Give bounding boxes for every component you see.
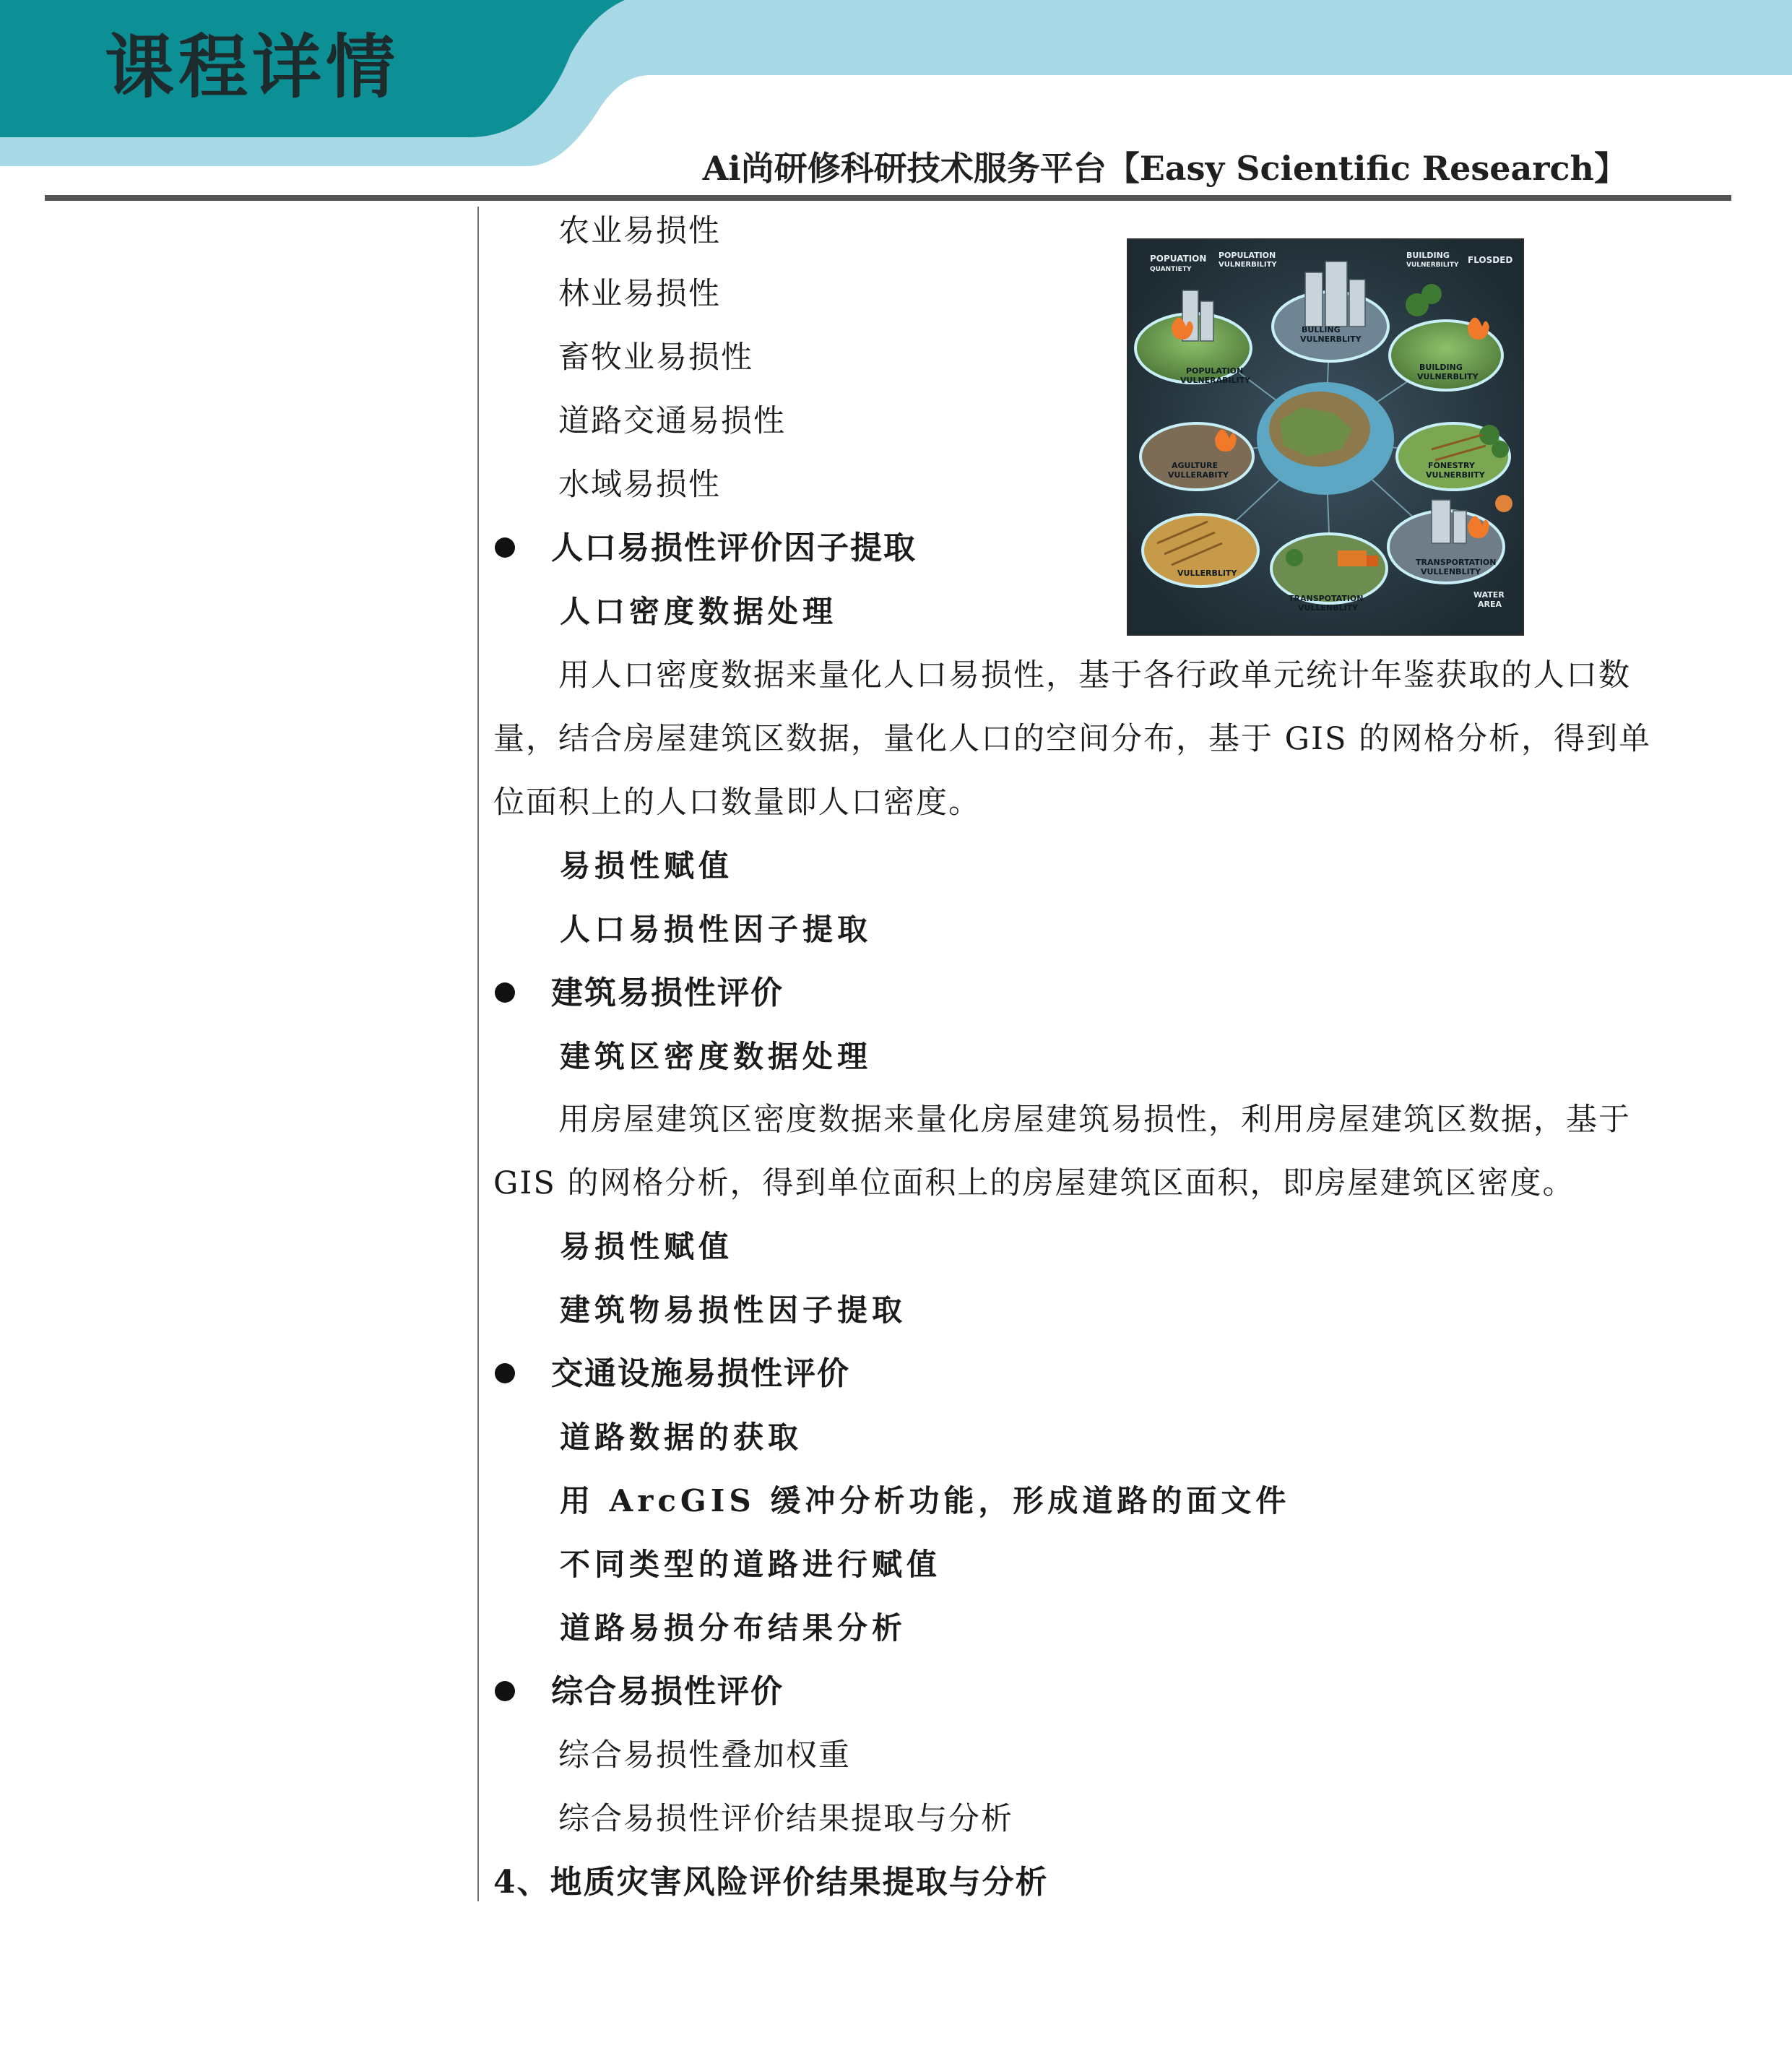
illustration-label: FONESTRY bbox=[1428, 461, 1475, 470]
illustration-label: VULLERABITY bbox=[1168, 470, 1229, 480]
list-item: 综合易损性叠加权重 bbox=[558, 1737, 851, 1773]
section-heading-overall: 综合易损性评价 bbox=[551, 1673, 784, 1710]
list-item: 林业易损性 bbox=[558, 276, 721, 312]
bullet-icon bbox=[495, 1681, 515, 1701]
paragraph-line: 位面积上的人口数量即人口密度。 bbox=[493, 785, 981, 821]
header-divider bbox=[45, 195, 1731, 201]
section-heading-population: 人口易损性评价因子提取 bbox=[551, 530, 917, 566]
illustration-label: VULNERABILITY bbox=[1180, 376, 1251, 385]
list-item: 综合易损性评价结果提取与分析 bbox=[558, 1801, 1013, 1837]
subheading: 不同类型的道路进行赋值 bbox=[560, 1547, 942, 1582]
subheading: 用 ArcGIS 缓冲分析功能，形成道路的面文件 bbox=[560, 1483, 1291, 1518]
list-item: 道路交通易损性 bbox=[558, 403, 786, 439]
section-heading-traffic: 交通设施易损性评价 bbox=[551, 1355, 850, 1392]
illustration-label: VULLENBLITY bbox=[1421, 567, 1481, 576]
subheading: 人口易损性因子提取 bbox=[560, 912, 873, 947]
platform-name: Ai尚研修科研技术服务平台【Easy Scientific Research】 bbox=[702, 149, 1627, 188]
list-item: 农业易损性 bbox=[558, 213, 721, 249]
paragraph-line: 量，结合房屋建筑区数据，量化人口的空间分布，基于 GIS 的网格分析，得到单 bbox=[493, 721, 1652, 757]
illustration-label: VULNERBLITY bbox=[1417, 372, 1479, 381]
page-title: 课程详情 bbox=[105, 27, 399, 108]
illustration-label: POPUATION bbox=[1150, 254, 1207, 264]
list-item: 水域易损性 bbox=[558, 467, 721, 503]
content-left-border bbox=[477, 207, 479, 1901]
paragraph-line: 用房屋建筑区密度数据来量化房屋建筑易损性，利用房屋建筑区数据，基于 bbox=[558, 1102, 1631, 1138]
illustration-label: WATER bbox=[1473, 590, 1505, 600]
illustration-label: POPULATION bbox=[1186, 366, 1244, 376]
illustration-label: VULNERBILITY bbox=[1219, 261, 1277, 269]
illustration-label: TRANSPORTATION bbox=[1416, 558, 1497, 567]
illustration-label: FLOSDED bbox=[1468, 255, 1513, 265]
subheading: 人口密度数据处理 bbox=[560, 594, 838, 629]
vulnerability-illustration bbox=[1127, 238, 1524, 636]
illustration-label: VULLENBLITY bbox=[1298, 603, 1359, 613]
bullet-icon bbox=[495, 982, 515, 1003]
illustration-label: BULLING bbox=[1302, 325, 1341, 334]
illustration-label: POPULATION bbox=[1219, 251, 1276, 260]
illustration-label: BUILDING bbox=[1406, 251, 1450, 260]
illustration-label: AGULTURE bbox=[1172, 461, 1219, 470]
illustration-label: AREA bbox=[1478, 600, 1502, 609]
illustration-label: QUANTIETY bbox=[1150, 266, 1192, 273]
subheading: 易损性赋值 bbox=[560, 1229, 734, 1264]
section-heading-building: 建筑易损性评价 bbox=[551, 975, 784, 1011]
illustration-label: BUILDING bbox=[1419, 363, 1463, 372]
bullet-icon bbox=[495, 1363, 515, 1383]
illustration-label: VULLERBLITY bbox=[1177, 569, 1237, 578]
paragraph-line: 用人口密度数据来量化人口易损性，基于各行政单元统计年鉴获取的人口数 bbox=[558, 657, 1631, 694]
section-heading-4: 4、地质灾害风险评价结果提取与分析 bbox=[493, 1864, 1049, 1901]
illustration-label: VULNERBLITY bbox=[1300, 334, 1362, 344]
illustration-label: TRANSPOTATION bbox=[1289, 594, 1364, 603]
illustration-label: VULNERBIITY bbox=[1426, 470, 1485, 480]
list-item: 畜牧业易损性 bbox=[558, 340, 753, 376]
subheading: 建筑区密度数据处理 bbox=[560, 1039, 873, 1074]
subheading: 建筑物易损性因子提取 bbox=[560, 1292, 907, 1328]
bullet-icon bbox=[495, 537, 515, 558]
subheading: 道路数据的获取 bbox=[560, 1420, 803, 1455]
paragraph-line: GIS 的网格分析，得到单位面积上的房屋建筑区面积，即房屋建筑区密度。 bbox=[493, 1165, 1575, 1201]
subheading: 易损性赋值 bbox=[560, 848, 734, 883]
subheading: 道路易损分布结果分析 bbox=[560, 1610, 907, 1646]
illustration-label: VULNERBILITY bbox=[1406, 262, 1459, 269]
